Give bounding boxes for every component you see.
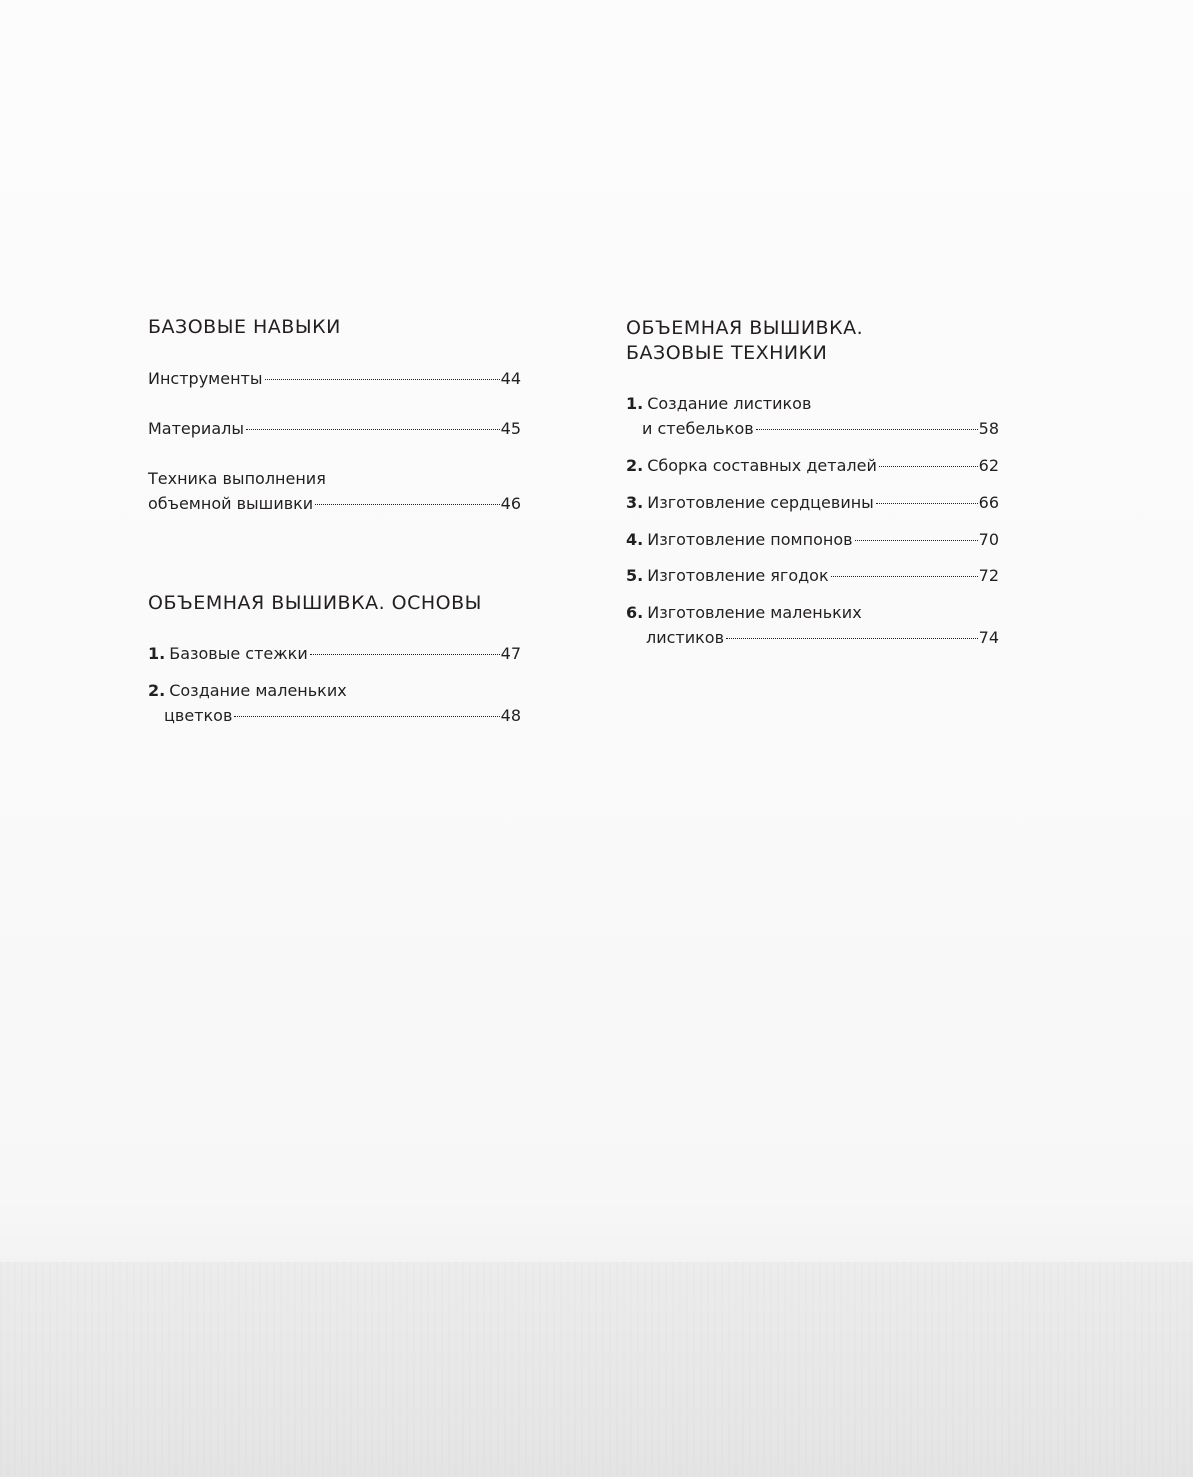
toc-entry-small-leaves[interactable] [626, 600, 999, 650]
toc-entry-number: 1. [626, 394, 644, 413]
dot-leader [315, 504, 499, 505]
toc-page-number: 66 [978, 493, 999, 512]
toc-page-number: 58 [978, 419, 999, 438]
dot-leader [310, 654, 500, 655]
section-title-basic-skills: БАЗОВЫЕ НАВЫКИ [148, 316, 341, 338]
toc-entry-pompoms[interactable] [626, 527, 999, 552]
toc-page-number: 45 [500, 419, 521, 438]
toc-entry-technique[interactable] [148, 466, 521, 516]
toc-entry-text-line2: и стебельков [642, 419, 754, 438]
dot-leader [726, 638, 978, 639]
toc-page-number: 72 [978, 566, 999, 585]
dot-leader [876, 503, 978, 504]
toc-entry-text-line2: объемной вышивки [148, 494, 314, 513]
toc-entry-text: Базовые стежки [169, 644, 308, 663]
toc-entry-berries[interactable] [626, 563, 999, 588]
toc-entry-small-flowers[interactable] [148, 678, 521, 728]
toc-entry-number: 6. [626, 603, 644, 622]
toc-entry-assembly[interactable] [626, 453, 999, 478]
dot-leader [855, 540, 978, 541]
toc-entry-text-line1: Изготовление маленьких [647, 603, 862, 622]
toc-entry-text: Сборка составных деталей [647, 456, 877, 475]
dot-leader [234, 716, 499, 717]
toc-page-number: 70 [978, 530, 999, 549]
toc-entry-number: 4. [626, 530, 644, 549]
toc-entry-basic-stitches[interactable] [148, 641, 521, 666]
toc-entry-text-line1: Создание листиков [647, 394, 812, 413]
toc-entry-materials[interactable] [148, 416, 521, 441]
toc-entry-number: 5. [626, 566, 644, 585]
dot-leader [831, 576, 978, 577]
toc-entry-text: Изготовление помпонов [647, 530, 853, 549]
dot-leader [879, 466, 978, 467]
toc-entry-text: Изготовление ягодок [647, 566, 829, 585]
toc-entry-text: Материалы [148, 419, 244, 438]
dot-leader [246, 429, 500, 430]
toc-entry-text-line2: цветков [164, 706, 233, 725]
toc-page-number: 46 [500, 494, 521, 513]
toc-page-number: 62 [978, 456, 999, 475]
section-title-basic-techniques-line1: ОБЪЕМНАЯ ВЫШИВКА. [626, 317, 864, 339]
toc-page-number: 74 [978, 628, 999, 647]
toc-entry-leaves-stems[interactable] [626, 391, 999, 441]
section-title-basic-techniques-line2: БАЗОВЫЕ ТЕХНИКИ [626, 342, 828, 364]
toc-page-number: 47 [500, 644, 521, 663]
toc-entry-number: 2. [626, 456, 644, 475]
section-title-embroidery-basics: ОБЪЕМНАЯ ВЫШИВКА. ОСНОВЫ [148, 592, 482, 614]
dot-leader [756, 429, 978, 430]
toc-entry-number: 2. [148, 681, 166, 700]
toc-page-number: 44 [500, 369, 521, 388]
toc-entry-number: 3. [626, 493, 644, 512]
dot-leader [265, 379, 500, 380]
toc-entry-text-line1: Создание маленьких [169, 681, 347, 700]
toc-entry-text: Инструменты [148, 369, 263, 388]
toc-entry-text-line1: Техника выполнения [148, 469, 326, 488]
toc-entry-text-line2: листиков [646, 628, 725, 647]
toc-entry-tools[interactable] [148, 366, 521, 391]
toc-page-number: 48 [500, 706, 521, 725]
toc-entry-number: 1. [148, 644, 166, 663]
toc-entry-text: Изготовление сердцевины [647, 493, 874, 512]
floor-surface [0, 1262, 1193, 1477]
toc-entry-core[interactable] [626, 490, 999, 515]
